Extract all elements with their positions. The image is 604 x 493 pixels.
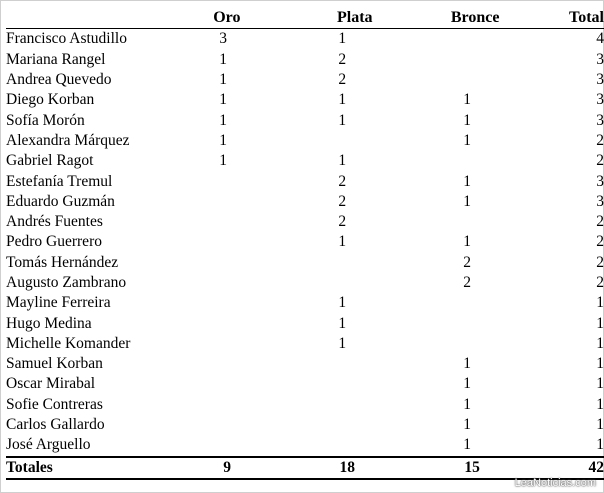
cell-plata: 1	[338, 91, 347, 109]
cell-bronce: 1	[463, 395, 471, 413]
cell-total: 3	[596, 91, 604, 109]
cell-name: Mariana Rangel	[6, 50, 106, 68]
cell-name: Mayline Ferreira	[6, 294, 111, 312]
cell-name: Hugo Medina	[6, 314, 92, 332]
totals-total: 42	[528, 457, 604, 479]
header-oro: Oro	[201, 8, 278, 29]
cell-oro	[201, 171, 278, 191]
cell-plata: 1	[338, 334, 347, 352]
header-bronce: Bronce	[407, 8, 528, 29]
cell-oro	[201, 273, 278, 293]
cell-plata	[278, 131, 407, 151]
cell-name: Eduardo Guzmán	[6, 192, 115, 210]
totals-oro: 9	[201, 457, 278, 479]
cell-plata	[278, 374, 407, 394]
table-row	[6, 151, 604, 171]
header-name	[6, 8, 201, 29]
cell-plata: 1	[338, 152, 347, 170]
table-row	[6, 435, 604, 456]
table-row	[6, 253, 604, 273]
cell-oro	[201, 415, 278, 435]
cell-plata: 1	[338, 111, 347, 129]
cell-plata	[278, 354, 407, 374]
cell-plata	[278, 395, 407, 415]
cell-total: 2	[596, 274, 604, 291]
cell-total: 1	[596, 334, 604, 352]
table-row	[6, 334, 604, 354]
cell-plata: 2	[338, 213, 347, 231]
cell-total: 1	[596, 375, 604, 393]
table-row	[6, 313, 604, 333]
cell-name: Gabriel Ragot	[6, 152, 94, 170]
cell-plata	[278, 253, 407, 273]
cell-plata	[278, 415, 407, 435]
cell-plata: 1	[338, 30, 347, 48]
cell-total: 1	[596, 395, 604, 413]
table-row	[6, 90, 604, 110]
watermark: LeaNoticias.com	[514, 477, 596, 489]
cell-total: 2	[596, 152, 604, 170]
cell-name: Samuel Korban	[6, 355, 103, 373]
cell-name: Andrés Fuentes	[6, 213, 103, 231]
cell-total: 3	[596, 192, 604, 210]
cell-oro	[201, 212, 278, 232]
cell-name: Pedro Guerrero	[6, 233, 102, 251]
cell-oro	[201, 374, 278, 394]
cell-bronce: 1	[463, 192, 471, 210]
cell-bronce: 1	[463, 111, 471, 129]
cell-name: Tomás Hernández	[6, 253, 119, 271]
cell-bronce	[407, 293, 528, 313]
cell-plata: 1	[338, 233, 347, 251]
cell-name: Sofía Morón	[6, 111, 85, 129]
cell-total: 2	[596, 233, 604, 251]
table-row	[6, 273, 604, 293]
table-row	[6, 395, 604, 415]
cell-bronce: 1	[463, 131, 471, 149]
cell-bronce: 2	[463, 274, 471, 291]
cell-oro: 1	[219, 131, 227, 149]
cell-bronce: 1	[463, 416, 471, 434]
cell-total: 2	[596, 213, 604, 231]
cell-name: Michelle Komander	[6, 334, 131, 352]
cell-name: Augusto Zambrano	[6, 274, 127, 291]
cell-oro	[201, 253, 278, 273]
cell-oro	[201, 395, 278, 415]
cell-bronce: 1	[463, 436, 471, 454]
cell-bronce	[407, 212, 528, 232]
cell-total: 1	[596, 436, 604, 454]
cell-oro	[201, 334, 278, 354]
table-row	[6, 171, 604, 191]
cell-bronce	[407, 334, 528, 354]
cell-total: 3	[596, 50, 604, 68]
cell-name: Francisco Astudillo	[6, 30, 127, 48]
totals-plata: 18	[278, 457, 407, 479]
totals-bronce: 15	[407, 457, 528, 479]
cell-total: 3	[596, 172, 604, 190]
table-row	[6, 212, 604, 232]
cell-bronce	[407, 50, 528, 70]
cell-name: Alexandra Márquez	[6, 131, 130, 149]
cell-bronce: 1	[463, 172, 471, 190]
cell-bronce	[407, 70, 528, 90]
table-row	[6, 70, 604, 90]
medal-table	[6, 8, 604, 480]
cell-oro: 1	[219, 111, 227, 129]
cell-bronce	[407, 29, 528, 50]
cell-oro	[201, 354, 278, 374]
cell-total: 1	[596, 294, 604, 312]
table-row	[6, 354, 604, 374]
cell-bronce	[407, 313, 528, 333]
table-row	[6, 50, 604, 70]
table-body	[6, 29, 604, 457]
cell-total: 2	[596, 253, 604, 271]
cell-bronce	[407, 151, 528, 171]
cell-total: 3	[596, 111, 604, 129]
cell-total: 1	[596, 416, 604, 434]
header-row	[6, 8, 604, 29]
cell-oro: 1	[219, 152, 227, 170]
cell-oro	[201, 435, 278, 456]
cell-oro: 1	[219, 91, 227, 109]
cell-oro	[201, 293, 278, 313]
cell-plata: 1	[338, 314, 347, 332]
table-row	[6, 293, 604, 313]
cell-total: 1	[596, 314, 604, 332]
cell-plata: 2	[338, 172, 347, 190]
cell-oro: 3	[219, 30, 227, 48]
table-row	[6, 374, 604, 394]
table-row	[6, 192, 604, 212]
table-row	[6, 415, 604, 435]
totals-label: Totales	[6, 457, 201, 479]
cell-name: José Arguello	[6, 436, 91, 454]
cell-plata	[278, 273, 407, 293]
cell-plata: 1	[338, 294, 347, 312]
cell-name: Estefanía Tremul	[6, 172, 113, 190]
table-row	[6, 110, 604, 130]
cell-bronce: 1	[463, 233, 471, 251]
cell-oro: 1	[219, 71, 227, 89]
cell-oro	[201, 192, 278, 212]
cell-oro	[201, 313, 278, 333]
cell-bronce: 1	[463, 375, 471, 393]
cell-name: Diego Korban	[6, 91, 95, 109]
cell-name: Andrea Quevedo	[6, 71, 112, 89]
table-row	[6, 232, 604, 252]
cell-name: Carlos Gallardo	[6, 416, 105, 434]
cell-total: 4	[596, 30, 604, 48]
cell-plata: 2	[338, 192, 347, 210]
cell-oro	[201, 232, 278, 252]
cell-total: 3	[596, 71, 604, 89]
header-plata: Plata	[278, 8, 407, 29]
table-row	[6, 29, 604, 50]
cell-plata: 2	[338, 71, 347, 89]
cell-plata	[278, 435, 407, 456]
cell-plata: 2	[338, 50, 347, 68]
table-row	[6, 131, 604, 151]
cell-name: Sofie Contreras	[6, 395, 103, 413]
cell-bronce: 1	[463, 91, 471, 109]
header-total: Total	[528, 8, 604, 29]
totals-row	[6, 457, 604, 479]
cell-name: Oscar Mirabal	[6, 375, 96, 393]
cell-total: 2	[596, 131, 604, 149]
cell-total: 1	[596, 355, 604, 373]
cell-bronce: 1	[463, 355, 471, 373]
cell-bronce: 2	[463, 253, 471, 271]
cell-oro: 1	[219, 50, 227, 68]
